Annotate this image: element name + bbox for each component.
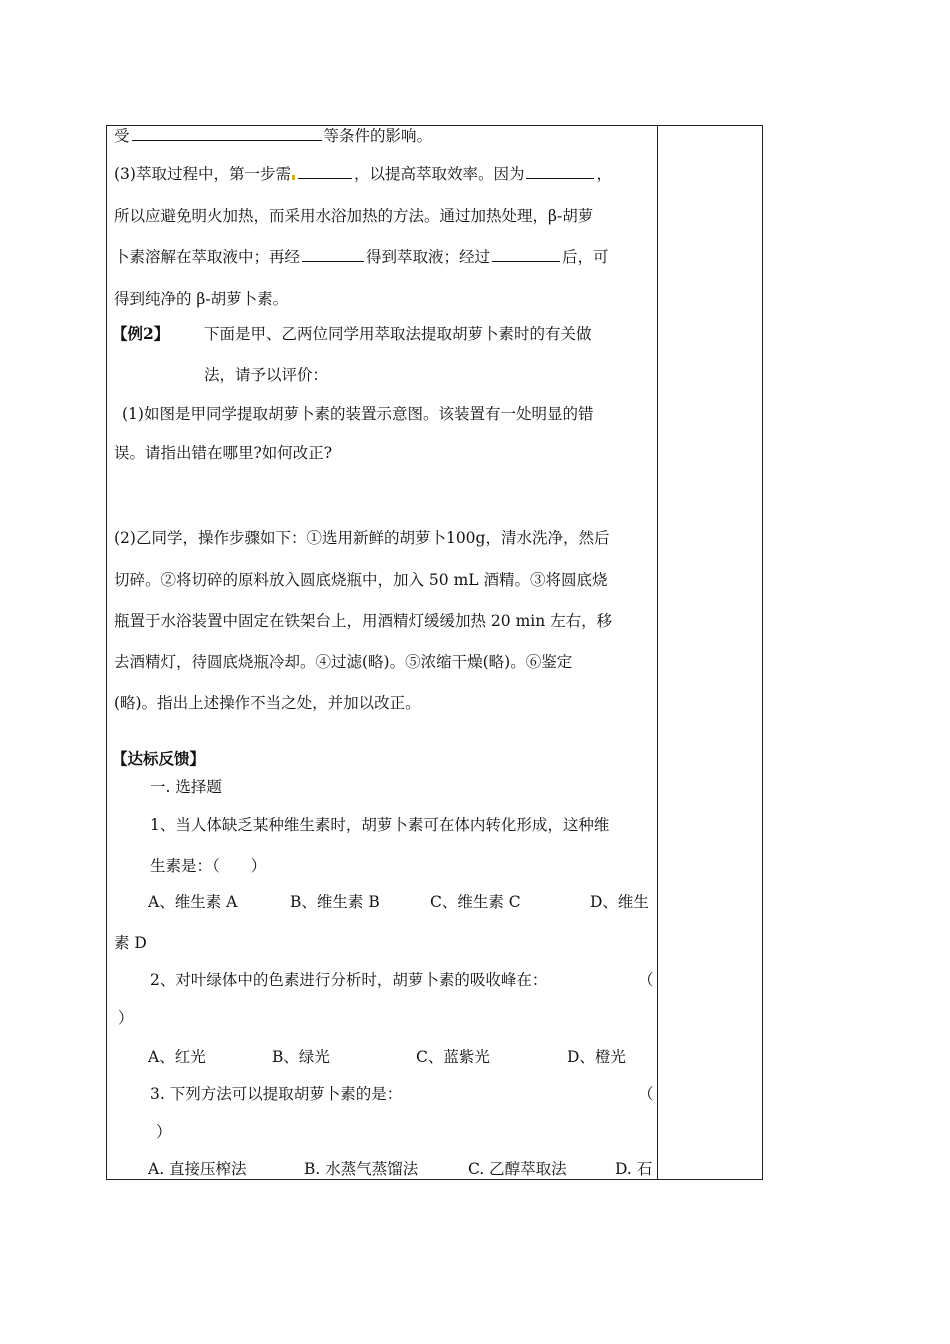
- option-d-continued: 素 D: [114, 934, 147, 952]
- blank-field[interactable]: [132, 126, 322, 141]
- option-c: C、蓝紫光: [416, 1048, 490, 1066]
- text: 卜素溶解在萃取液中；再经: [114, 248, 301, 266]
- answer-paren: ）: [156, 1123, 172, 1141]
- text: 等条件的影响。: [323, 127, 433, 145]
- question-text: 3. 下列方法可以提取胡萝卜素的是：: [150, 1085, 403, 1103]
- option-a: A、红光: [148, 1048, 206, 1066]
- blank-field[interactable]: [298, 164, 352, 179]
- text-line: [114, 164, 612, 184]
- question-text: 1、当人体缺乏某种维生素时，胡萝卜素可在体内转化形成，这种维: [150, 816, 610, 834]
- text-line: 误。请指出错在哪里?如何改正?: [114, 444, 333, 462]
- option-b: B、绿光: [272, 1048, 330, 1066]
- text-line: 瓶置于水浴装置中固定在铁架台上，用酒精灯缓缓加热 20 min 左右，移: [114, 612, 613, 630]
- text-line: 去酒精灯，待圆底烧瓶冷却。④过滤(略)。⑤浓缩干燥(略)。⑥鉴定: [114, 653, 573, 671]
- example-label: 【例2】: [112, 324, 170, 343]
- text-line: 法，请予以评价：: [204, 366, 329, 384]
- section-heading: 【达标反馈】: [112, 749, 206, 768]
- text: ，以提高萃取效率。因为: [353, 165, 525, 183]
- answer-paren: （: [638, 971, 654, 989]
- subsection-heading: 一. 选择题: [150, 778, 222, 796]
- option-d: D、维生: [590, 893, 649, 911]
- text-line: 所以应避免明火加热，而采用水浴加热的方法。通过加热处理，β-胡萝: [114, 207, 594, 225]
- text-line: [114, 126, 432, 146]
- question-text: 生素是：（ ）: [150, 857, 267, 875]
- text: ，: [596, 165, 612, 183]
- option-c: C. 乙醇萃取法: [468, 1160, 567, 1178]
- option-c: C、维生素 C: [430, 893, 521, 911]
- option-a: A. 直接压榨法: [148, 1160, 247, 1178]
- option-d: D. 石: [615, 1160, 653, 1178]
- text-line: 切碎。②将切碎的原料放入圆底烧瓶中，加入 50 mL 酒精。③将圆底烧: [114, 571, 608, 589]
- question-text: 2、对叶绿体中的色素进行分析时，胡萝卜素的吸收峰在：: [150, 971, 548, 989]
- text-line: (1)如图是甲同学提取胡萝卜素的装置示意图。该装置有一处明显的错: [122, 405, 594, 423]
- option-b: B、维生素 B: [290, 893, 380, 911]
- text: 得到萃取液；经过: [366, 248, 491, 266]
- answer-paren: ）: [118, 1009, 134, 1027]
- column-divider: [657, 126, 658, 1179]
- text: (3)萃取过程中，第一步需: [114, 165, 291, 183]
- option-a: A、维生素 A: [148, 893, 238, 911]
- text-line: (2)乙同学，操作步骤如下：①选用新鲜的胡萝卜100g，清水洗净，然后: [114, 529, 610, 547]
- option-d: D、橙光: [567, 1048, 626, 1066]
- blank-field[interactable]: [302, 247, 364, 262]
- blank-field[interactable]: [492, 247, 560, 262]
- marker-dot: [292, 175, 295, 180]
- text: 受: [114, 127, 130, 145]
- option-b: B. 水蒸气蒸馏法: [304, 1160, 419, 1178]
- text-line: 得到纯净的 β-胡萝卜素。: [114, 290, 289, 308]
- text-line: 下面是甲、乙两位同学用萃取法提取胡萝卜素时的有关做: [204, 325, 592, 343]
- text-line: (略)。指出上述操作不当之处，并加以改正。: [114, 694, 421, 712]
- answer-paren: （: [638, 1085, 654, 1103]
- blank-field[interactable]: [526, 164, 594, 179]
- text: 后，可: [562, 248, 609, 266]
- text-line: [114, 247, 609, 267]
